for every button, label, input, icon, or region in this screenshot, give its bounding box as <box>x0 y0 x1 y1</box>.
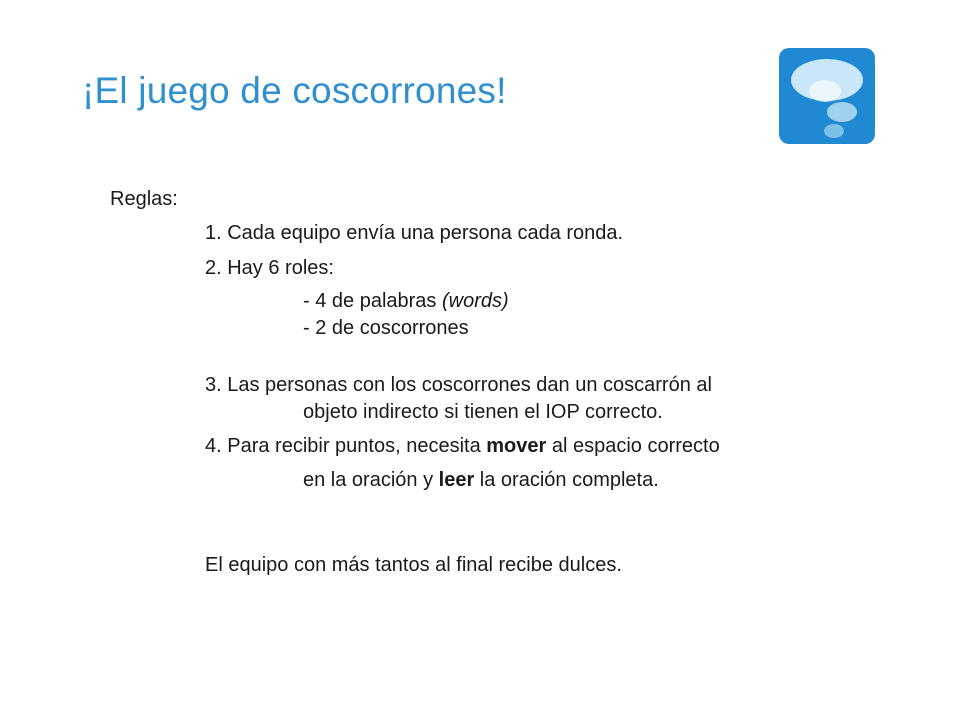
rule-2: 2. Hay 6 roles: <box>205 257 334 279</box>
rule-4-text-b: al espacio correcto <box>546 435 720 457</box>
slide-title: ¡El juego de coscorrones! <box>82 70 507 111</box>
rule-4-emphasis-leer: leer <box>438 469 475 491</box>
role-coscorrones: - 2 de coscorrones <box>303 317 469 339</box>
rule-3-line-2: objeto indirecto si tienen el IOP correcto. <box>303 401 663 423</box>
rule-4-text-d: la oración completa. <box>474 469 659 491</box>
rules-heading: Reglas: <box>110 188 178 210</box>
role-words-label: - 4 de palabras <box>303 290 442 312</box>
rule-4-line-2 <box>303 468 659 492</box>
rule-4-text-a: 4. Para recibir puntos, necesita <box>205 435 487 457</box>
rule-1: 1. Cada equipo envía una persona cada ronda. <box>205 222 624 244</box>
rule-4-emphasis-mover: mover <box>486 435 547 457</box>
role-words-translation: (words) <box>441 290 509 312</box>
rule-4-line-1 <box>205 434 720 458</box>
thought-bubble-icon <box>779 48 875 144</box>
rule-4-text-c: en la oración y <box>303 469 439 491</box>
closing-note: El equipo con más tantos al final recibe dulces. <box>205 554 622 576</box>
role-words <box>303 289 509 313</box>
rule-3-line-1: 3. Las personas con los coscorrones dan un coscarrón al <box>205 374 712 396</box>
